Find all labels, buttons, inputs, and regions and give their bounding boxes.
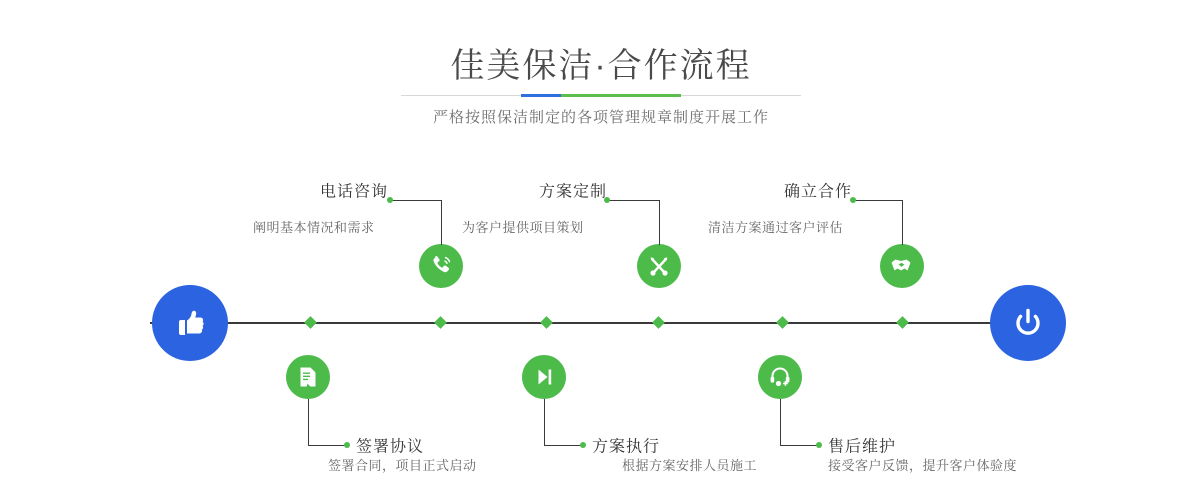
step-connector-4-h	[544, 445, 582, 446]
axis-dot	[540, 316, 553, 329]
tools-icon	[646, 253, 672, 279]
axis-dot	[776, 316, 789, 329]
step-connector-4-tip	[580, 442, 586, 448]
step-connector-6	[780, 399, 781, 445]
power-icon	[1008, 303, 1048, 343]
step-desc-3: 为客户提供项目策划	[462, 220, 584, 235]
step-connector-5	[902, 200, 903, 245]
title-divider	[401, 94, 801, 97]
phone-call-icon	[428, 253, 454, 279]
step-connector-1	[441, 200, 442, 245]
step-title-5: 确立合作	[784, 183, 853, 201]
step-connector-5-h	[853, 200, 902, 201]
step-node-5[interactable]	[880, 244, 924, 288]
step-connector-2-h	[308, 445, 346, 446]
timeline-end-badge	[990, 285, 1066, 361]
step-connector-4	[544, 399, 545, 445]
step-node-3[interactable]	[637, 244, 681, 288]
step-title-4: 方案执行	[592, 438, 661, 456]
step-title-1: 电话咨询	[320, 183, 389, 201]
timeline-axis	[150, 322, 1060, 324]
step-connector-6-h	[780, 445, 818, 446]
axis-dot	[652, 316, 665, 329]
document-edit-icon	[295, 364, 321, 390]
step-title-6: 售后维护	[828, 438, 897, 456]
step-desc-4: 根据方案安排人员施工	[622, 458, 758, 473]
step-desc-2: 签署合同，项目正式启动	[328, 458, 477, 473]
step-connector-3-h	[607, 200, 659, 201]
step-desc-1: 阐明基本情况和需求	[253, 220, 375, 235]
handshake-icon	[889, 253, 915, 279]
axis-dot	[304, 316, 317, 329]
step-connector-2-tip	[344, 442, 350, 448]
thumbs-up-icon	[170, 303, 210, 343]
headset-support-icon	[767, 364, 793, 390]
step-node-4[interactable]	[522, 355, 566, 399]
step-desc-5: 清洁方案通过客户评估	[708, 220, 844, 235]
step-title-2: 签署协议	[356, 438, 425, 456]
step-node-6[interactable]	[758, 355, 802, 399]
divider-accent-blue	[521, 94, 561, 97]
step-node-1[interactable]	[419, 244, 463, 288]
step-node-2[interactable]	[286, 355, 330, 399]
play-step-icon	[531, 364, 557, 390]
step-connector-2	[308, 399, 309, 445]
step-title-3: 方案定制	[539, 183, 608, 201]
step-connector-1-h	[390, 200, 441, 201]
page-title: 佳美保洁·合作流程	[450, 47, 752, 85]
step-desc-6: 接受客户反馈，提升客户体验度	[828, 458, 1018, 473]
step-connector-6-tip	[816, 442, 822, 448]
axis-dot	[434, 316, 447, 329]
timeline-start-badge	[152, 285, 228, 361]
step-connector-3	[659, 200, 660, 245]
page-subtitle: 严格按照保洁制定的各项管理规章制度开展工作	[432, 109, 769, 126]
divider-accent-green	[561, 94, 681, 97]
axis-dot	[896, 316, 909, 329]
